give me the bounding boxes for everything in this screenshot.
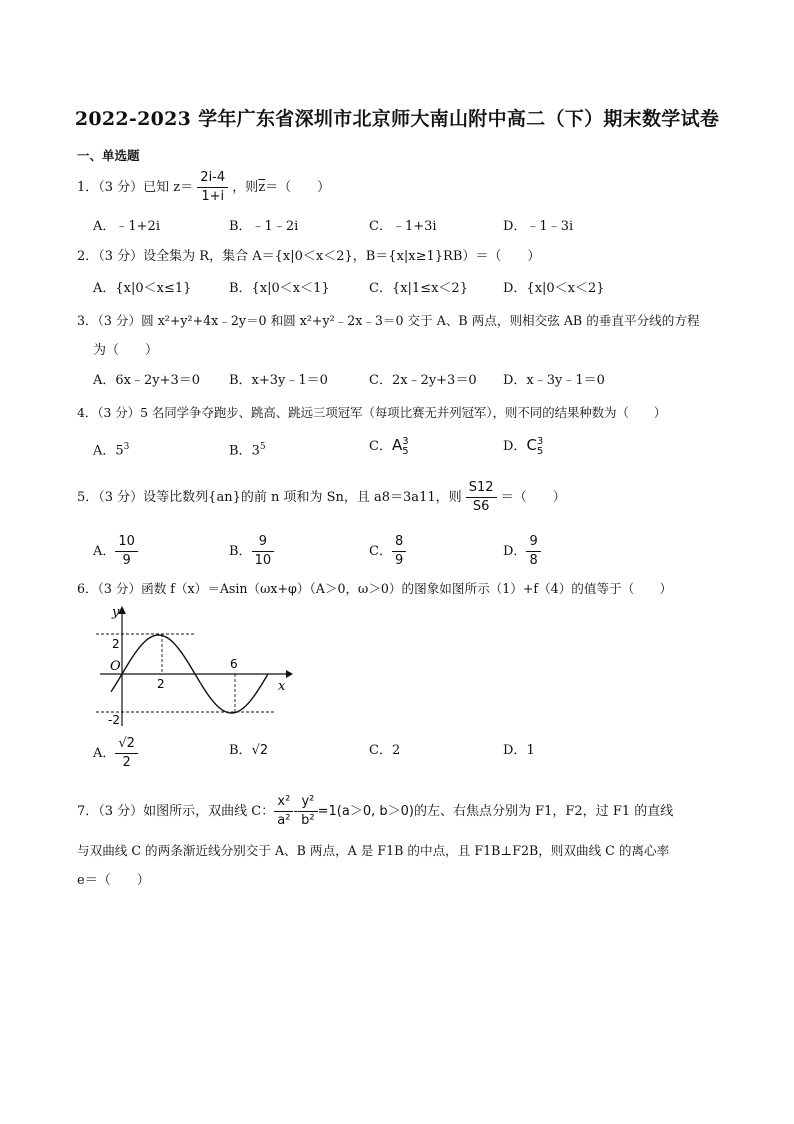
y-min-label: -2 bbox=[108, 713, 120, 727]
q4-option-b-label: B． bbox=[229, 443, 252, 459]
q1-option-d: D．﹣1﹣3i bbox=[503, 219, 574, 234]
q1-mid: ，则 bbox=[232, 180, 259, 195]
q5-option-b-frac bbox=[252, 534, 275, 569]
q5-option-d-frac bbox=[526, 534, 540, 569]
x-axis-label: x bbox=[278, 679, 286, 694]
q5-option-a bbox=[93, 534, 138, 569]
q7-equation-rhs: =1(a＞0, b＞0) bbox=[317, 804, 414, 819]
q7-fraction-x bbox=[274, 794, 293, 829]
q7-suffix: 的左、右焦点分别为 F1，F2，过 F1 的直线 bbox=[413, 804, 674, 819]
q6-option-c bbox=[369, 742, 400, 760]
q4-option-a-label: A． bbox=[93, 443, 116, 459]
question-7 bbox=[77, 794, 673, 829]
sine-graph bbox=[94, 602, 294, 728]
q6-option-b-label: B． bbox=[229, 743, 252, 758]
q1-denominator: 1+i bbox=[201, 189, 225, 204]
q3-option-a: A．6x﹣2y+3＝0 bbox=[93, 373, 201, 388]
question-3: 3．（3 分）圆 x²+y²+4x﹣2y＝0 和圆 x²+y²﹣2x﹣3＝0 交于 A、B 两点，则相交弦 AB 的垂直平分线的方程 bbox=[77, 313, 700, 328]
question-3-continued: 为（ ） bbox=[93, 343, 159, 358]
q5-option-b-label: B． bbox=[229, 544, 252, 559]
q6-option-c-label: C． bbox=[369, 743, 392, 758]
q5-option-d bbox=[503, 534, 541, 569]
x-tick-6-label: 6 bbox=[230, 657, 238, 671]
q1-suffix: ＝（ ） bbox=[265, 180, 331, 195]
q6-option-b-value: √2 bbox=[251, 743, 269, 758]
q7-prefix: 7．（3 分）如图所示，双曲线 C： bbox=[77, 804, 275, 819]
q5-option-a-num: 10 bbox=[115, 534, 138, 552]
q4-option-c bbox=[369, 436, 409, 457]
q2-option-c: C．{x|1≤x＜2} bbox=[369, 281, 468, 296]
question-7-line-2: 与双曲线 C 的两条渐近线分别交于 A、B 两点，A 是 F1B 的中点，且 F1B⊥F2B，则双曲线 C 的离心率 bbox=[77, 843, 670, 858]
q6-option-c-value: 2 bbox=[391, 743, 401, 758]
q4-option-b bbox=[229, 438, 266, 460]
q5-denominator: S6 bbox=[472, 499, 490, 514]
q3-option-c: C．2x﹣2y+3＝0 bbox=[369, 373, 477, 388]
q4-option-c-base: A bbox=[391, 436, 403, 454]
q5-option-d-den: 8 bbox=[529, 553, 538, 568]
q3-option-b: B．x+3y﹣1＝0 bbox=[229, 373, 328, 388]
q1-numerator: 2i-4 bbox=[197, 170, 228, 188]
section-heading: 一、单选题 bbox=[77, 148, 140, 163]
q2-option-b: B．{x|0＜x＜1} bbox=[229, 281, 330, 296]
q4-option-a bbox=[93, 438, 129, 460]
q4-option-d-sub: 5 bbox=[536, 445, 544, 457]
q6-option-a-num: √2 bbox=[115, 736, 138, 754]
q7-fraction-y bbox=[298, 794, 317, 829]
q5-option-a-den: 9 bbox=[122, 553, 131, 568]
q2-option-d: D．{x|0＜x＜2} bbox=[503, 281, 605, 296]
q1-zbar: $\overline{z}$ bbox=[258, 180, 266, 195]
q4-option-a-exp: 3 bbox=[123, 442, 130, 452]
q6-option-d bbox=[503, 742, 535, 760]
q6-option-a-den: 2 bbox=[122, 755, 131, 770]
q6-option-a bbox=[93, 736, 138, 771]
q4-option-b-base: 3 bbox=[251, 443, 260, 459]
q4-option-d-label: D． bbox=[503, 439, 527, 454]
question-5 bbox=[77, 480, 566, 515]
q7-minus: - bbox=[293, 804, 299, 819]
q5-option-c bbox=[369, 534, 406, 569]
q1-option-c: C．﹣1+3i bbox=[369, 219, 437, 234]
q1-fraction bbox=[197, 170, 228, 205]
y-axis-label: y bbox=[112, 605, 120, 620]
q5-fraction bbox=[466, 480, 497, 515]
q7-a-squared: a² bbox=[277, 813, 291, 828]
y-max-label: 2 bbox=[112, 637, 120, 651]
q6-option-d-value: 1 bbox=[526, 743, 535, 758]
q6-option-a-label: A． bbox=[93, 746, 116, 761]
q5-suffix: ＝（ ） bbox=[500, 490, 566, 505]
q4-option-a-base: 5 bbox=[115, 443, 124, 459]
question-4: 4．（3 分）5 名同学争夺跑步、跳高、跳远三项冠军（每项比赛无并列冠军），则不同的结果种数为（ ） bbox=[77, 405, 667, 420]
q4-option-c-label: C． bbox=[369, 439, 392, 454]
q4-option-c-sup: 3 bbox=[402, 435, 409, 447]
q5-option-c-num: 8 bbox=[392, 534, 406, 552]
x-tick-2-label: 2 bbox=[157, 677, 165, 691]
q4-option-d-sup: 3 bbox=[536, 435, 544, 447]
question-1 bbox=[77, 170, 330, 205]
question-2: 2．（3 分）设全集为 R，集合 A＝{x|0＜x＜2}，B＝{x|x≥1}RB）＝（ ） bbox=[77, 249, 541, 264]
question-7-line-3: e＝（ ） bbox=[77, 873, 150, 888]
q4-option-c-sub: 5 bbox=[402, 445, 409, 457]
question-6: 6．（3 分）函数 f（x）＝Asin（ωx+φ）（A＞0，ω＞0）的图象如图所示（1）+f（4）的值等于（ ） bbox=[77, 581, 673, 596]
q1-option-a: A．﹣1+2i bbox=[93, 219, 160, 234]
q7-y-squared: y² bbox=[298, 794, 317, 812]
q3-option-d: D．x﹣3y﹣1＝0 bbox=[503, 373, 605, 388]
q5-option-b bbox=[229, 534, 274, 569]
exam-title: 2022-2023 学年广东省深圳市北京师大南山附中高二（下）期末数学试卷 bbox=[74, 108, 720, 130]
q5-prefix: 5．（3 分）设等比数列{an}的前 n 项和为 Sn，且 a8＝3a11，则 bbox=[77, 490, 462, 505]
q5-option-c-label: C． bbox=[369, 544, 392, 559]
q1-option-b: B．﹣1﹣2i bbox=[229, 219, 299, 234]
q4-option-b-exp: 5 bbox=[259, 442, 266, 452]
q4-option-d bbox=[503, 436, 543, 457]
q4-option-d-base: C bbox=[526, 436, 537, 454]
q5-option-b-num: 9 bbox=[252, 534, 275, 552]
q2-option-a: A．{x|0＜x≤1} bbox=[93, 281, 192, 296]
q6-option-d-label: D． bbox=[503, 743, 527, 758]
x-axis-arrow bbox=[286, 670, 293, 678]
q5-option-c-den: 9 bbox=[394, 553, 404, 568]
q5-option-a-label: A． bbox=[93, 544, 116, 559]
q5-option-c-frac bbox=[392, 534, 406, 569]
q5-option-a-frac bbox=[115, 534, 138, 569]
q1-prefix: 1．（3 分）已知 z＝ bbox=[77, 180, 194, 195]
q5-option-d-label: D． bbox=[503, 544, 527, 559]
q5-option-b-den: 10 bbox=[254, 553, 272, 568]
origin-label: O bbox=[110, 659, 121, 674]
q7-b-squared: b² bbox=[301, 813, 315, 828]
q5-option-d-num: 9 bbox=[526, 534, 540, 552]
q6-option-a-frac bbox=[115, 736, 138, 771]
q5-numerator: S12 bbox=[466, 480, 497, 498]
q7-x-squared: x² bbox=[274, 794, 293, 812]
q6-option-b bbox=[229, 742, 268, 760]
